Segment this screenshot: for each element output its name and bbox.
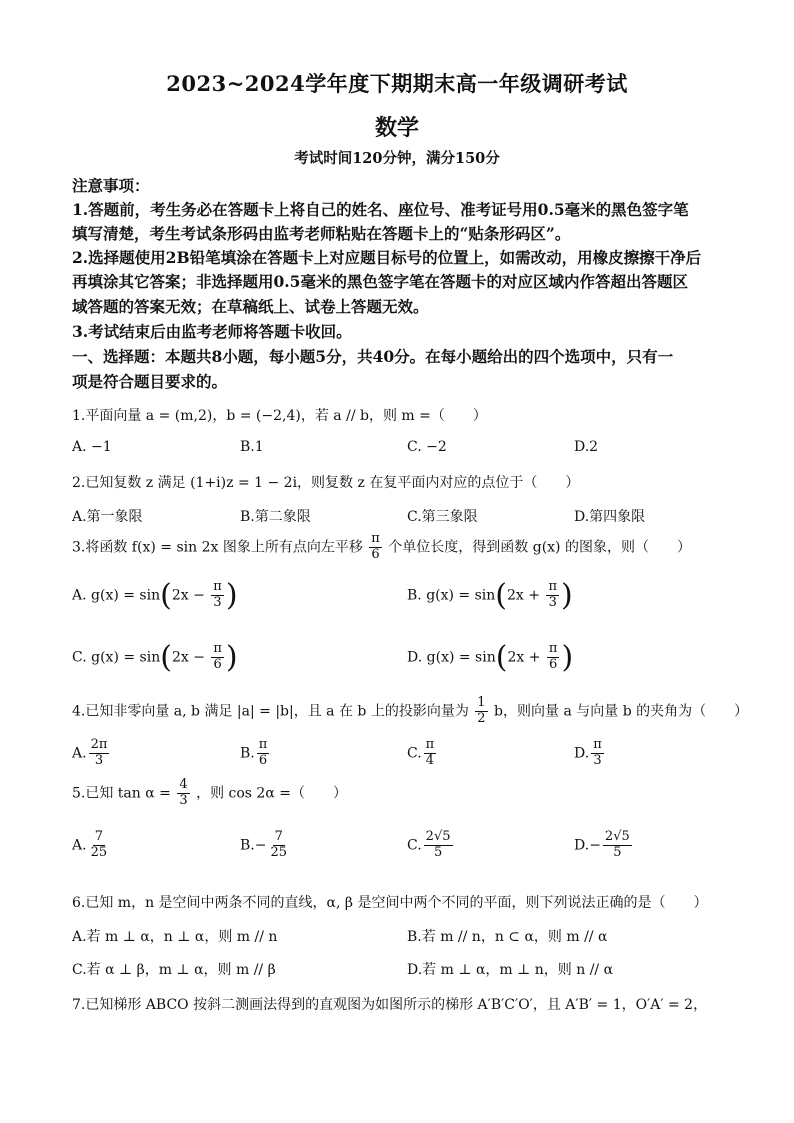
option-expr: g(x) = sin <box>91 649 161 666</box>
option-fraction <box>211 580 224 611</box>
q6-option-b: B.若 m // n，n ⊂ α，则 m // α <box>407 929 608 945</box>
option-expr: g(x) = sin <box>426 587 496 604</box>
fraction-denominator: 3 <box>213 595 222 610</box>
q1-option-b: B.1 <box>240 439 264 455</box>
q4-stem-part: b，则向量 a 与向量 b 的夹角为（ ） <box>494 703 749 720</box>
fraction-denominator: 5 <box>433 844 443 860</box>
option-label: D. <box>574 837 590 854</box>
option-inner: 2x + <box>507 649 541 666</box>
q5-option-a <box>72 830 111 861</box>
q4-option-a <box>72 738 111 769</box>
fraction-denominator: 6 <box>213 657 222 672</box>
question-4-stem <box>72 696 748 727</box>
q3-option-b <box>407 578 573 613</box>
q4-option-b <box>240 738 271 769</box>
fraction-denominator: 5 <box>613 844 622 860</box>
notes-line: 1.答题前，考生务必在答题卡上将自己的姓名、座位号、准考证号用0.5毫米的黑色签字笔 <box>72 200 689 219</box>
exam-time-info: 考试时间120分钟，满分150分 <box>294 150 500 167</box>
fraction-denominator: 2 <box>477 710 486 726</box>
q5-option-c <box>407 830 455 861</box>
fraction-denominator: 6 <box>258 752 268 768</box>
option-fraction <box>89 738 110 769</box>
fraction-denominator: 25 <box>270 844 288 860</box>
q3-stem-part: 个单位长度，得到函数 g(x) 的图象，则（ ） <box>388 539 691 556</box>
fraction-numerator: π <box>258 737 268 752</box>
q4-fraction <box>475 696 487 727</box>
q5-option-b <box>240 830 291 861</box>
q5-stem-part: 5.已知 tan α = <box>72 785 171 802</box>
q1-option-c: C. −2 <box>407 439 447 455</box>
q4-option-d <box>574 738 606 769</box>
question-6-stem: 6.已知 m，n 是空间中两条不同的直线，α, β 是空间中两个不同的平面，则下列说法正确的是（ ） <box>72 895 708 911</box>
notes-heading: 注意事项： <box>72 176 150 195</box>
option-expr: g(x) = sin <box>426 649 496 666</box>
question-5-stem <box>72 778 347 809</box>
option-sign: − <box>254 837 267 854</box>
option-fraction <box>591 738 604 769</box>
question-7-stem: 7.已知梯形 ABCO 按斜二测画法得到的直观图为如图所示的梯形 A′B′C′O′，且 A′B′ = 1，O′A′ = 2， <box>72 997 708 1013</box>
section-heading-cont: 项是符合题目要求的。 <box>72 372 228 391</box>
fraction-numerator: π <box>371 531 380 546</box>
option-fraction <box>268 830 289 861</box>
notes-line: 域答题的答案无效；在草稿纸上、试卷上答题无效。 <box>72 297 429 316</box>
fraction-denominator: 6 <box>549 657 558 672</box>
q3-option-d <box>407 640 573 675</box>
option-label: C. <box>407 745 422 762</box>
q3-option-a <box>72 578 238 613</box>
fraction-numerator: π <box>213 579 222 595</box>
q1-option-a: A. −1 <box>72 439 112 455</box>
option-fraction <box>547 642 560 673</box>
left-paren: ( <box>160 578 172 613</box>
option-label: B. <box>240 837 255 854</box>
notes-line: 再填涂其它答案；非选择题用0.5毫米的黑色签字笔在答题卡的对应区域内作答超出答题区 <box>72 272 688 291</box>
left-paren: ( <box>160 640 172 675</box>
q1-option-d: D.2 <box>574 439 599 455</box>
option-label: C. <box>72 649 87 666</box>
fraction-denominator: 6 <box>371 546 380 562</box>
option-label: B. <box>407 587 422 604</box>
q3-fraction <box>369 532 382 563</box>
fraction-numerator: 7 <box>94 829 103 844</box>
question-2-stem: 2.已知复数 z 满足 (1+i)z = 1 − 2i，则复数 z 在复平面内对应的点位于（ ） <box>72 475 580 491</box>
option-expr: g(x) = sin <box>91 587 161 604</box>
fraction-numerator: 2√5 <box>604 829 630 844</box>
q2-option-b: B.第二象限 <box>240 509 311 525</box>
fraction-numerator: 7 <box>274 829 283 844</box>
option-fraction <box>89 830 110 861</box>
fraction-denominator: 4 <box>425 752 435 768</box>
q2-option-d: D.第四象限 <box>574 509 646 525</box>
fraction-numerator: 2√5 <box>425 829 451 844</box>
fraction-denominator: 3 <box>179 792 188 808</box>
option-fraction <box>211 642 224 673</box>
right-paren: ) <box>225 640 238 675</box>
right-paren: ) <box>225 578 238 613</box>
option-label: D. <box>574 745 590 762</box>
right-paren: ) <box>561 640 574 675</box>
question-3-stem <box>72 532 691 563</box>
fraction-numerator: π <box>548 641 558 657</box>
fraction-numerator: 2π <box>90 737 108 752</box>
option-sign: − <box>589 837 601 854</box>
option-label: C. <box>407 837 422 854</box>
notes-line: 2.选择题使用2B铅笔填涂在答题卡上对应题目标号的位置上，如需改动，用橡皮擦擦干净后 <box>72 248 702 267</box>
fraction-numerator: 1 <box>477 695 486 710</box>
right-paren: ) <box>561 578 573 613</box>
q5-fraction <box>177 778 189 809</box>
notes-line: 填写清楚，考生考试条形码由监考老师粘贴在答题卡上的“贴条形码区”。 <box>72 224 571 243</box>
option-inner: 2x − <box>171 587 205 604</box>
option-label: A. <box>72 745 87 762</box>
left-paren: ( <box>495 578 508 613</box>
option-fraction <box>424 830 453 861</box>
fraction-denominator: 3 <box>94 752 104 768</box>
exam-subject: 数学 <box>374 115 419 141</box>
section-heading: 一、选择题：本题共8小题，每小题5分，共40分。在每小题给出的四个选项中，只有一 <box>72 347 674 366</box>
q2-option-a: A.第一象限 <box>72 509 143 525</box>
option-fraction <box>257 738 270 769</box>
fraction-numerator: π <box>593 737 602 752</box>
option-label: B. <box>240 745 255 762</box>
fraction-denominator: 3 <box>548 595 557 610</box>
q5-option-d <box>574 830 634 861</box>
fraction-numerator: π <box>425 737 435 752</box>
exam-title: 2023~2024学年度下期期末高一年级调研考试 <box>166 71 628 96</box>
q4-stem-part: 4.已知非零向量 a, b 满足 |a| = |b|，且 a 在 b 上的投影向量为 <box>72 703 469 720</box>
fraction-numerator: π <box>213 641 222 657</box>
question-1-stem: 1.平面向量 a = (m,2)，b = (−2,4)，若 a // b，则 m =（ ） <box>72 408 487 424</box>
notes-line: 3.考试结束后由监考老师将答题卡收回。 <box>72 322 352 341</box>
option-inner: 2x + <box>507 587 540 604</box>
fraction-denominator: 25 <box>90 844 108 860</box>
q3-option-c <box>72 640 238 675</box>
left-paren: ( <box>495 640 508 675</box>
q4-option-c <box>407 738 438 769</box>
option-label: D. <box>407 649 423 666</box>
q6-option-a: A.若 m ⊥ α，n ⊥ α，则 m // n <box>72 929 278 945</box>
option-fraction <box>546 580 559 611</box>
q2-option-c: C.第三象限 <box>407 509 478 525</box>
q3-stem-part: 3.将函数 f(x) = sin 2x 图象上所有点向左平移 <box>72 539 363 556</box>
q6-option-d: D.若 m ⊥ α，m ⊥ n，则 n // α <box>407 962 614 978</box>
q5-stem-part: ，则 cos 2α =（ ） <box>196 785 347 802</box>
fraction-denominator: 3 <box>593 752 602 768</box>
option-label: A. <box>72 837 87 854</box>
q6-option-c: C.若 α ⊥ β，m ⊥ α，则 m // β <box>72 962 276 978</box>
option-fraction <box>424 738 437 769</box>
option-label: A. <box>72 587 87 604</box>
option-fraction <box>603 830 632 861</box>
fraction-numerator: π <box>548 579 557 595</box>
fraction-numerator: 4 <box>179 777 188 792</box>
option-inner: 2x − <box>171 649 205 666</box>
